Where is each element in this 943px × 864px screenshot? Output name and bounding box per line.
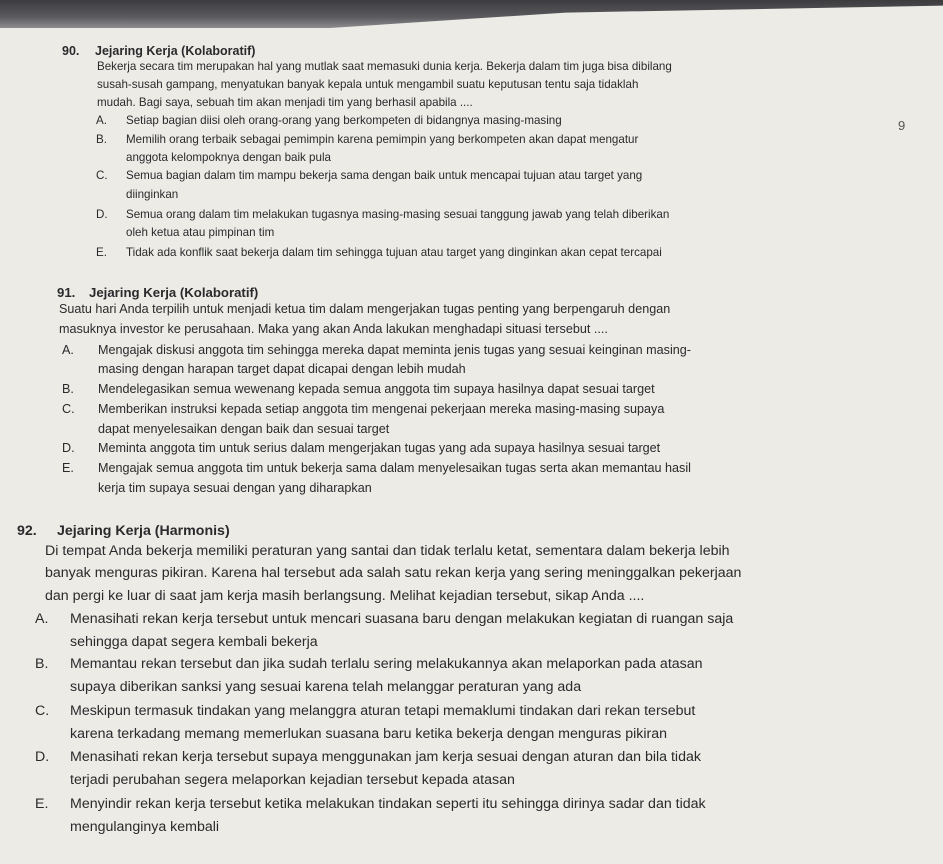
question-title: Jejaring Kerja (Kolaboratif) <box>95 44 256 58</box>
question-stem-line: susah-susah gampang, menyatukan banyak kepala untuk mengambil suatu keputusan tentu saja tidaklah <box>97 78 639 91</box>
question-number: 91. <box>57 285 76 300</box>
question-stem-line: dan pergi ke luar di saat jam kerja masih berlangsung. Melihat kejadian tersebut, sikap Anda .... <box>45 588 645 604</box>
question-number: 90. <box>62 44 80 58</box>
option-text: oleh ketua atau pimpinan tim <box>126 226 275 239</box>
option-letter: A. <box>35 611 49 627</box>
option-letter: D. <box>62 441 75 455</box>
option-text: Mendelegasikan semua wewenang kepada semua anggota tim supaya hasilnya dapat sesuai target <box>98 382 655 396</box>
option-text: Setiap bagian diisi oleh orang-orang yang berkompeten di bidangnya masing-masing <box>126 114 562 127</box>
option-letter: B. <box>35 656 49 672</box>
option-text: terjadi perubahan segera melaporkan kejadian tersebut kepada atasan <box>70 772 515 788</box>
option-text: Menyindir rekan kerja tersebut ketika melakukan tindakan seperti itu sehingga dirinya sadar dan tidak <box>70 796 706 812</box>
question-stem-line: masuknya investor ke perusahaan. Maka yang akan Anda lakukan menghadapi situasi tersebut .... <box>59 322 608 336</box>
question-stem-line: Suatu hari Anda terpilih untuk menjadi ketua tim dalam mengerjakan tugas penting yang berpengaruh dengan <box>59 302 671 316</box>
option-letter: E. <box>62 461 74 475</box>
question-number: 92. <box>17 523 37 539</box>
option-text: Semua bagian dalam tim mampu bekerja sama dengan baik untuk mencapai tujuan atau target yang <box>126 169 643 182</box>
option-text: sehingga dapat segera kembali bekerja <box>70 634 318 650</box>
option-text: Menasihati rekan kerja tersebut supaya menggunakan jam kerja sesuai dengan aturan dan bila tidak <box>70 749 701 765</box>
option-letter: B. <box>62 382 74 396</box>
option-text: anggota kelompoknya dengan baik pula <box>126 151 331 164</box>
option-text: kerja tim supaya sesuai dengan yang diharapkan <box>98 481 372 495</box>
question-stem-line: Di tempat Anda bekerja memiliki peraturan yang santai dan tidak terlalu ketat, sementara dalam bekerja lebih <box>45 543 730 559</box>
option-text: Semua orang dalam tim melakukan tugasnya masing-masing sesuai tanggung jawab yang telah diberikan <box>126 208 670 221</box>
question-title: Jejaring Kerja (Harmonis) <box>57 523 230 539</box>
option-text: masing dengan harapan target dapat dicapai dengan lebih mudah <box>98 362 466 376</box>
option-letter: E. <box>96 246 107 259</box>
option-text: Tidak ada konflik saat bekerja dalam tim sehingga tujuan atau target yang dinginkan akan cepat tercapai <box>126 246 662 259</box>
option-letter: B. <box>96 133 107 146</box>
question-stem-line: mudah. Bagi saya, sebuah tim akan menjadi tim yang berhasil apabila .... <box>97 96 473 109</box>
option-letter: C. <box>62 402 75 416</box>
option-text: dapat menyelesaikan dengan baik dan sesuai target <box>98 422 390 436</box>
option-text: Meskipun termasuk tindakan yang melanggra aturan tetapi memaklumi tindakan dari rekan tersebut <box>70 703 696 719</box>
option-letter: A. <box>96 114 107 127</box>
option-letter: C. <box>35 703 50 719</box>
question-stem-line: Bekerja secara tim merupakan hal yang mutlak saat memasuki dunia kerja. Bekerja dalam tim juga bisa dibilang <box>97 60 672 73</box>
option-letter: E. <box>35 796 49 812</box>
question-title: Jejaring Kerja (Kolaboratif) <box>89 285 259 300</box>
option-text: Mengajak diskusi anggota tim sehingga mereka dapat meminta jenis tugas yang sesuai keinginan masing- <box>98 343 691 357</box>
option-text: karena terkadang memang memerlukan suasana baru ketika bekerja dengan menguras pikiran <box>70 726 668 742</box>
option-text: Menasihati rekan kerja tersebut untuk mencari suasana baru dengan melakukan kegiatan di ruangan saja <box>70 611 734 627</box>
option-letter: A. <box>62 343 74 357</box>
option-text: Meminta anggota tim untuk serius dalam mengerjakan tugas yang ada supaya hasilnya sesuai target <box>98 441 661 455</box>
question-stem-line: banyak menguras pikiran. Karena hal tersebut ada salah satu rekan kerja yang sering meninggalkan pekerjaan <box>45 565 742 581</box>
option-text: Memantau rekan tersebut dan jika sudah terlalu sering melakukannya akan melaporkan pada atasan <box>70 656 703 672</box>
option-text: Memberikan instruksi kepada setiap anggota tim mengenai pekerjaan mereka masing-masing supaya <box>98 402 665 416</box>
dark-header-band <box>0 0 943 28</box>
option-text: Mengajak semua anggota tim untuk bekerja sama dalam menyelesaikan tugas serta akan memantau hasil <box>98 461 691 475</box>
option-text: supaya diberikan sanksi yang sesuai karena telah melanggar peraturan yang ada <box>70 679 582 695</box>
option-text: diinginkan <box>126 188 179 201</box>
option-letter: D. <box>35 749 50 765</box>
page-number: 9 <box>898 118 906 133</box>
option-text: mengulanginya kembali <box>70 819 220 835</box>
option-text: Memilih orang terbaik sebagai pemimpin karena pemimpin yang berkompeten akan dapat mengatur <box>126 133 639 146</box>
option-letter: D. <box>96 208 108 221</box>
option-letter: C. <box>96 169 108 182</box>
